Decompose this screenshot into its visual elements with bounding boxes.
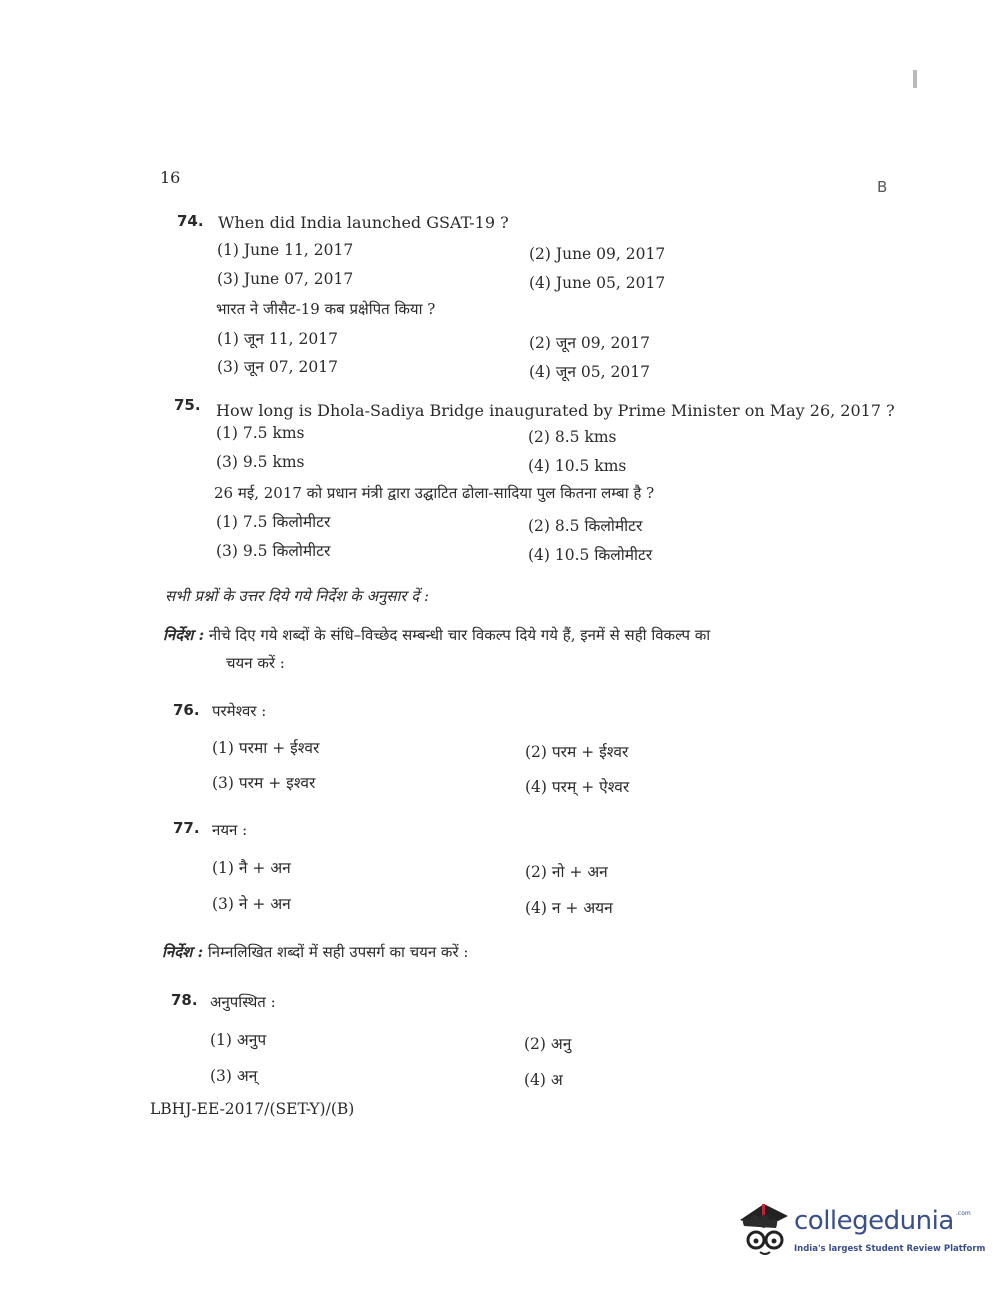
direction-2-label: निर्देश : (162, 943, 204, 961)
question-75-english: How long is Dhola-Sadiya Bridge inaugurated by Prime Minister on May 26, 2017 ? (216, 401, 895, 420)
direction-1-text: नीचे दिए गये शब्दों के संधि–विच्छेद सम्बन्धी चार विकल्प दिये गये हैं, इनमें से सही विकल्प का (208, 626, 711, 644)
q74-option-2: (2) June 09, 2017 (529, 245, 666, 263)
q76-option-1: (1) परमा + ईश्वर (212, 739, 320, 757)
q77-option-2: (2) नो + अन (525, 863, 608, 881)
q74-option-4: (4) June 05, 2017 (529, 274, 666, 292)
q75-option-2: (2) 8.5 kms (528, 428, 617, 446)
question-78-text: अनुपस्थित : (210, 993, 276, 1011)
q78-option-2: (2) अनु (524, 1035, 572, 1053)
question-number-77: 77. (173, 819, 200, 837)
collegedunia-logo (734, 1196, 986, 1266)
q77-option-1: (1) नै + अन (212, 859, 291, 877)
q75-hindi-option-3: (3) 9.5 किलोमीटर (216, 542, 331, 560)
q77-option-3: (3) ने + अन (212, 895, 291, 913)
logo-wordmark: collegedunia (794, 1206, 954, 1236)
page-number: 16 (160, 168, 181, 187)
q78-option-3: (3) अन् (210, 1067, 258, 1085)
direction-2 (162, 942, 468, 962)
q74-hindi-option-1: (1) जून 11, 2017 (217, 330, 338, 348)
question-number-76: 76. (173, 701, 200, 719)
q76-option-3: (3) परम + इश्वर (212, 774, 316, 792)
q75-hindi-option-2: (2) 8.5 किलोमीटर (528, 517, 643, 535)
question-number-78: 78. (171, 991, 198, 1009)
q78-option-4: (4) अ (524, 1071, 563, 1089)
q75-hindi-option-4: (4) 10.5 किलोमीटर (528, 546, 653, 564)
general-instruction: सभी प्रश्नों के उत्तर दिये गये निर्देश के अनुसार दें : (165, 587, 430, 605)
mascot-icon (734, 1196, 794, 1260)
q76-option-2: (2) परम + ईश्वर (525, 743, 629, 761)
question-76-text: परमेश्वर : (212, 702, 267, 720)
set-code: B (877, 178, 888, 196)
question-75-hindi: 26 मई, 2017 को प्रधान मंत्री द्वारा उद्घाटित ढोला-सादिया पुल कितना लम्बा है ? (214, 484, 655, 502)
paper-code-footer: LBHJ-EE-2017/(SET-Y)/(B) (150, 1100, 355, 1118)
q74-option-1: (1) June 11, 2017 (217, 241, 354, 259)
q75-hindi-option-1: (1) 7.5 किलोमीटर (216, 513, 331, 531)
q75-option-4: (4) 10.5 kms (528, 457, 627, 475)
q75-option-1: (1) 7.5 kms (216, 424, 305, 442)
q76-option-4: (4) परम् + ऐश्वर (525, 778, 630, 796)
q75-option-3: (3) 9.5 kms (216, 453, 305, 471)
question-74-english: When did India launched GSAT-19 ? (218, 213, 509, 232)
q77-option-4: (4) न + अयन (525, 899, 613, 917)
question-74-hindi: भारत ने जीसैट-19 कब प्रक्षेपित किया ? (216, 300, 436, 318)
direction-1 (163, 625, 710, 645)
q74-hindi-option-3: (3) जून 07, 2017 (217, 358, 338, 376)
direction-2-text: निम्नलिखित शब्दों में सही उपसर्ग का चयन करें : (207, 943, 469, 961)
logo-tagline: India's largest Student Review Platform (794, 1244, 986, 1254)
q74-option-3: (3) June 07, 2017 (217, 270, 354, 288)
question-number-75: 75. (174, 396, 201, 414)
q74-hindi-option-4: (4) जून 05, 2017 (529, 363, 650, 381)
q78-option-1: (1) अनुप (210, 1031, 267, 1049)
direction-1-label: निर्देश : (163, 626, 205, 644)
q74-hindi-option-2: (2) जून 09, 2017 (529, 334, 650, 352)
direction-1-continuation: चयन करें : (226, 654, 285, 672)
scan-edge-mark (913, 70, 917, 88)
question-77-text: नयन : (212, 821, 248, 839)
question-number-74: 74. (177, 212, 204, 230)
logo-domain-suffix: .com (956, 1210, 971, 1217)
